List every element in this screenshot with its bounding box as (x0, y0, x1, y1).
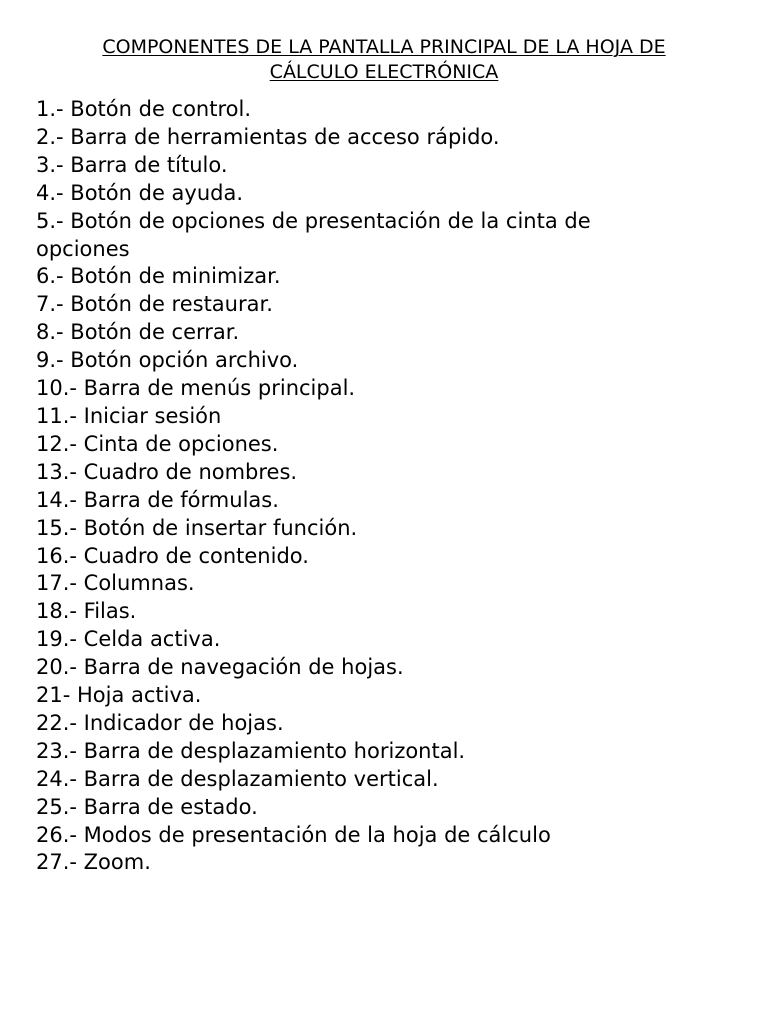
list-item: 2.- Barra de herramientas de acceso rápido. (36, 124, 500, 149)
components-list (36, 96, 736, 877)
list-item: 23.- Barra de desplazamiento horizontal. (36, 738, 466, 763)
list-item: 8.- Botón de cerrar. (36, 320, 240, 345)
list-item: 17.- Columnas. (36, 571, 195, 596)
list-item: 1.- Botón de control. (36, 97, 252, 121)
list-item: 10.- Barra de menús principal. (36, 376, 356, 401)
title-line-2: CÁLCULO ELECTRÓNICA (269, 61, 499, 83)
list-item: 18.- Filas. (36, 599, 137, 624)
list-item: 5.- Botón de opciones de presentación de la cinta de (36, 208, 591, 233)
list-item: 14.- Barra de fórmulas. (36, 487, 279, 512)
page-title (20, 35, 748, 85)
list-item: 9.- Botón opción archivo. (36, 348, 299, 373)
list-item: 25.- Barra de estado. (36, 794, 258, 819)
list-item: 3.- Barra de título. (36, 152, 228, 177)
list-item: 4.- Botón de ayuda. (36, 180, 244, 205)
list-item: 24.- Barra de desplazamiento vertical. (36, 766, 439, 791)
list-item: 15.- Botón de insertar función. (36, 515, 358, 540)
list-item: 13.- Cuadro de nombres. (36, 459, 298, 484)
list-item: 7.- Botón de restaurar. (36, 292, 273, 317)
title-line-1: COMPONENTES DE LA PANTALLA PRINCIPAL DE LA HOJA DE (102, 36, 666, 58)
list-item: 16.- Cuadro de contenido. (36, 543, 309, 568)
list-item: 20.- Barra de navegación de hojas. (36, 655, 404, 680)
list-item: 6.- Botón de minimizar. (36, 264, 281, 289)
list-item: 22.- Indicador de hojas. (36, 710, 284, 735)
list-item: 11.- Iniciar sesión (36, 403, 222, 428)
list-item: 21- Hoja activa. (36, 683, 202, 708)
list-item: 27.- Zoom. (36, 850, 151, 875)
list-item: 12.- Cinta de opciones. (36, 431, 279, 456)
list-item: opciones (36, 236, 130, 261)
list-item: 26.- Modos de presentación de la hoja de cálculo (36, 822, 551, 847)
list-item: 19.- Celda activa. (36, 627, 221, 652)
